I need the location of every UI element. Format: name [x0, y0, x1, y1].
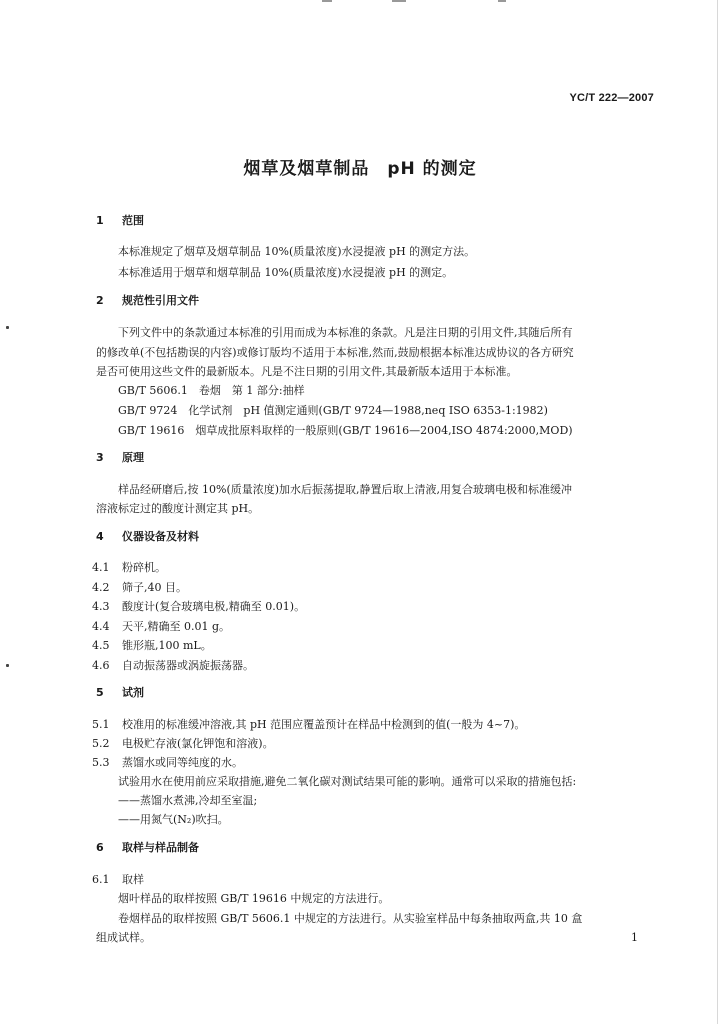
paragraph-line: 本标准规定了烟草及烟草制品 10%(质量浓度)水浸提液 pH 的测定方法。: [118, 245, 476, 258]
paragraph-line: 溶液标定过的酸度计测定其 pH。: [96, 502, 260, 515]
section-heading-principle: [96, 451, 144, 465]
scan-mark: [6, 664, 9, 667]
reference-item: GB/T 19616 烟草成批原料取样的一般原则(GB/T 19616—2004,ISO 4874:2000,MOD): [118, 424, 573, 437]
scan-mark: [392, 0, 406, 2]
subsection-heading: 6.1 取样: [92, 873, 144, 886]
section-heading-apparatus: [96, 530, 199, 544]
paragraph-line: 组成试样。: [96, 931, 151, 944]
section-title: 原理: [122, 451, 144, 464]
section-number: 4: [96, 530, 104, 543]
scan-mark: [498, 0, 506, 2]
paragraph-line: 本标准适用于烟草和烟草制品 10%(质量浓度)水浸提液 pH 的测定。: [118, 266, 454, 279]
section-title: 取样与样品制备: [122, 841, 199, 854]
paragraph-line: 是否可使用这些文件的最新版本。凡是不注日期的引用文件,其最新版本适用于本标准。: [96, 365, 518, 378]
dash-item: ——用氮气(N₂)吹扫。: [118, 813, 229, 826]
page-title: 烟草及烟草制品 pH 的测定: [243, 159, 477, 179]
section-title: 规范性引用文件: [122, 294, 199, 307]
list-item: 5.3 蒸馏水或同等纯度的水。: [92, 756, 243, 769]
reference-item: GB/T 9724 化学试剂 pH 值测定通则(GB/T 9724—1988,neq ISO 6353-1:1982): [118, 404, 548, 417]
section-number: 3: [96, 451, 104, 464]
list-item: 4.4 天平,精确至 0.01 g。: [92, 620, 231, 633]
list-item: 4.5 锥形瓶,100 mL。: [92, 639, 212, 652]
paragraph-line: 试验用水在使用前应采取措施,避免二氧化碳对测试结果可能的影响。通常可以采取的措施包括:: [118, 775, 577, 788]
reference-item: GB/T 5606.1 卷烟 第 1 部分:抽样: [118, 384, 305, 397]
list-item: 4.2 筛子,40 目。: [92, 581, 187, 594]
section-number: 5: [96, 686, 104, 699]
section-title: 范围: [122, 214, 144, 227]
page-number: 1: [631, 931, 638, 944]
section-number: 1: [96, 214, 104, 227]
paragraph-line: 下列文件中的条款通过本标准的引用而成为本标准的条款。凡是注日期的引用文件,其随后所有: [118, 326, 573, 339]
standard-code: YC/T 222—2007: [569, 92, 654, 104]
paragraph-line: 烟叶样品的取样按照 GB/T 19616 中规定的方法进行。: [118, 892, 390, 905]
section-title: 仪器设备及材料: [122, 530, 199, 543]
section-heading-references: [96, 294, 199, 308]
section-heading-scope: [96, 214, 144, 228]
section-title: 试剂: [122, 686, 144, 699]
dash-item: ——蒸馏水煮沸,冷却至室温;: [118, 794, 258, 807]
list-item: 5.1 校准用的标准缓冲溶液,其 pH 范围应覆盖预计在样品中检测到的值(一般为 4~7)。: [92, 718, 526, 731]
section-number: 6: [96, 841, 104, 854]
paragraph-line: 样品经研磨后,按 10%(质量浓度)加水后振荡提取,静置后取上清液,用复合玻璃电极和标准缓冲: [118, 483, 573, 496]
list-item: 4.1 粉碎机。: [92, 561, 166, 574]
section-heading-sampling: [96, 841, 199, 855]
list-item: 5.2 电极贮存液(氯化钾饱和溶液)。: [92, 737, 274, 750]
list-item: 4.6 自动振荡器或涡旋振荡器。: [92, 659, 254, 672]
section-number: 2: [96, 294, 104, 307]
section-heading-reagents: [96, 686, 144, 700]
list-item: 4.3 酸度计(复合玻璃电极,精确至 0.01)。: [92, 600, 306, 613]
paragraph-line: 的修改单(不包括勘误的内容)或修订版均不适用于本标准,然而,鼓励根据本标准达成协议的各方研究: [96, 346, 574, 359]
paragraph-line: 卷烟样品的取样按照 GB/T 5606.1 中规定的方法进行。从实验室样品中每条抽取两盒,共 10 盒: [118, 912, 583, 925]
scan-mark: [322, 0, 332, 2]
scan-mark: [6, 326, 9, 329]
